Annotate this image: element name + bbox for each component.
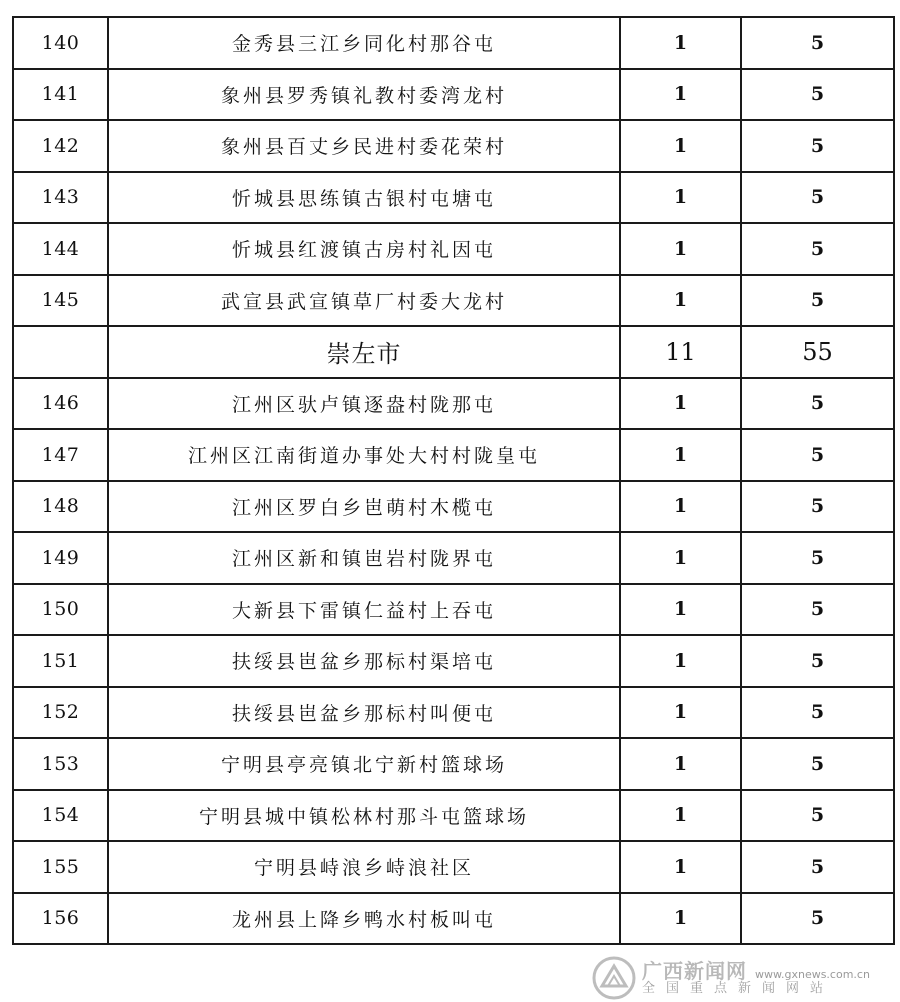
location-name-cell: 江州区江南街道办事处大村村陇皇屯 — [108, 429, 620, 481]
location-name-cell: 金秀县三江乡同化村那谷屯 — [108, 17, 620, 69]
row-index-cell: 151 — [13, 635, 108, 687]
row-index-cell: 156 — [13, 893, 108, 945]
row-index-cell: 148 — [13, 481, 108, 533]
table-body — [13, 17, 894, 944]
subtotal-row — [13, 326, 894, 378]
location-name-cell: 武宣县武宣镇草厂村委大龙村 — [108, 275, 620, 327]
location-name-cell: 象州县罗秀镇礼教村委湾龙村 — [108, 69, 620, 121]
table-row — [13, 790, 894, 842]
location-name-cell: 扶绥县岜盆乡那标村渠培屯 — [108, 635, 620, 687]
count-cell: 1 — [620, 275, 741, 327]
location-name-cell: 江州区新和镇岜岩村陇界屯 — [108, 532, 620, 584]
count-cell: 1 — [620, 69, 741, 121]
location-name-cell: 宁明县峙浪乡峙浪社区 — [108, 841, 620, 893]
watermark-brand: 广西新闻网 — [642, 958, 747, 983]
row-index-cell: 149 — [13, 532, 108, 584]
value-cell: 5 — [741, 69, 894, 121]
count-cell: 1 — [620, 172, 741, 224]
row-index-cell: 145 — [13, 275, 108, 327]
data-table — [12, 16, 895, 945]
location-name-cell: 龙州县上降乡鸭水村板叫屯 — [108, 893, 620, 945]
count-cell: 1 — [620, 893, 741, 945]
location-name-cell: 江州区驮卢镇逐盎村陇那屯 — [108, 378, 620, 430]
table-row — [13, 532, 894, 584]
row-index-cell — [13, 326, 108, 378]
count-cell: 1 — [620, 841, 741, 893]
value-cell: 5 — [741, 481, 894, 533]
value-cell: 5 — [741, 532, 894, 584]
row-index-cell: 150 — [13, 584, 108, 636]
table-row — [13, 635, 894, 687]
row-index-cell: 155 — [13, 841, 108, 893]
watermark-url: www.gxnews.com.cn — [755, 967, 870, 981]
table-row — [13, 584, 894, 636]
count-cell: 1 — [620, 429, 741, 481]
value-cell: 5 — [741, 635, 894, 687]
value-cell: 5 — [741, 841, 894, 893]
count-cell: 1 — [620, 687, 741, 739]
value-cell: 5 — [741, 378, 894, 430]
count-cell: 1 — [620, 223, 741, 275]
count-cell: 1 — [620, 481, 741, 533]
table-row — [13, 429, 894, 481]
table-row — [13, 481, 894, 533]
count-cell: 1 — [620, 584, 741, 636]
row-index-cell: 140 — [13, 17, 108, 69]
count-cell: 1 — [620, 120, 741, 172]
row-index-cell: 141 — [13, 69, 108, 121]
watermark — [592, 956, 892, 1000]
row-index-cell: 147 — [13, 429, 108, 481]
gxnews-logo-icon — [592, 956, 636, 1000]
value-cell: 5 — [741, 17, 894, 69]
location-name-cell: 崇左市 — [108, 326, 620, 378]
value-cell: 5 — [741, 738, 894, 790]
location-name-cell: 江州区罗白乡岜萌村木榄屯 — [108, 481, 620, 533]
location-name-cell: 大新县下雷镇仁益村上吞屯 — [108, 584, 620, 636]
location-name-cell: 宁明县亭亮镇北宁新村篮球场 — [108, 738, 620, 790]
value-cell: 5 — [741, 223, 894, 275]
value-cell: 5 — [741, 429, 894, 481]
value-cell: 55 — [741, 326, 894, 378]
location-name-cell: 象州县百丈乡民进村委花荣村 — [108, 120, 620, 172]
row-index-cell: 154 — [13, 790, 108, 842]
value-cell: 5 — [741, 790, 894, 842]
table-row — [13, 738, 894, 790]
value-cell: 5 — [741, 275, 894, 327]
location-name-cell: 忻城县红渡镇古房村礼因屯 — [108, 223, 620, 275]
row-index-cell: 142 — [13, 120, 108, 172]
location-name-cell: 忻城县思练镇古银村屯塘屯 — [108, 172, 620, 224]
table-row — [13, 17, 894, 69]
value-cell: 5 — [741, 172, 894, 224]
row-index-cell: 152 — [13, 687, 108, 739]
count-cell: 11 — [620, 326, 741, 378]
value-cell: 5 — [741, 584, 894, 636]
table-row — [13, 223, 894, 275]
location-name-cell: 宁明县城中镇松林村那斗屯篮球场 — [108, 790, 620, 842]
table-row — [13, 841, 894, 893]
table-row — [13, 120, 894, 172]
count-cell: 1 — [620, 17, 741, 69]
count-cell: 1 — [620, 378, 741, 430]
row-index-cell: 144 — [13, 223, 108, 275]
row-index-cell: 153 — [13, 738, 108, 790]
table-row — [13, 378, 894, 430]
location-name-cell: 扶绥县岜盆乡那标村叫便屯 — [108, 687, 620, 739]
row-index-cell: 143 — [13, 172, 108, 224]
count-cell: 1 — [620, 790, 741, 842]
table-row — [13, 687, 894, 739]
table-row — [13, 69, 894, 121]
count-cell: 1 — [620, 532, 741, 584]
row-index-cell: 146 — [13, 378, 108, 430]
watermark-slogan: 全国重点新闻网站 — [642, 980, 835, 996]
count-cell: 1 — [620, 738, 741, 790]
table-row — [13, 893, 894, 945]
value-cell: 5 — [741, 893, 894, 945]
table-row — [13, 275, 894, 327]
value-cell: 5 — [741, 120, 894, 172]
value-cell: 5 — [741, 687, 894, 739]
count-cell: 1 — [620, 635, 741, 687]
table-row — [13, 172, 894, 224]
